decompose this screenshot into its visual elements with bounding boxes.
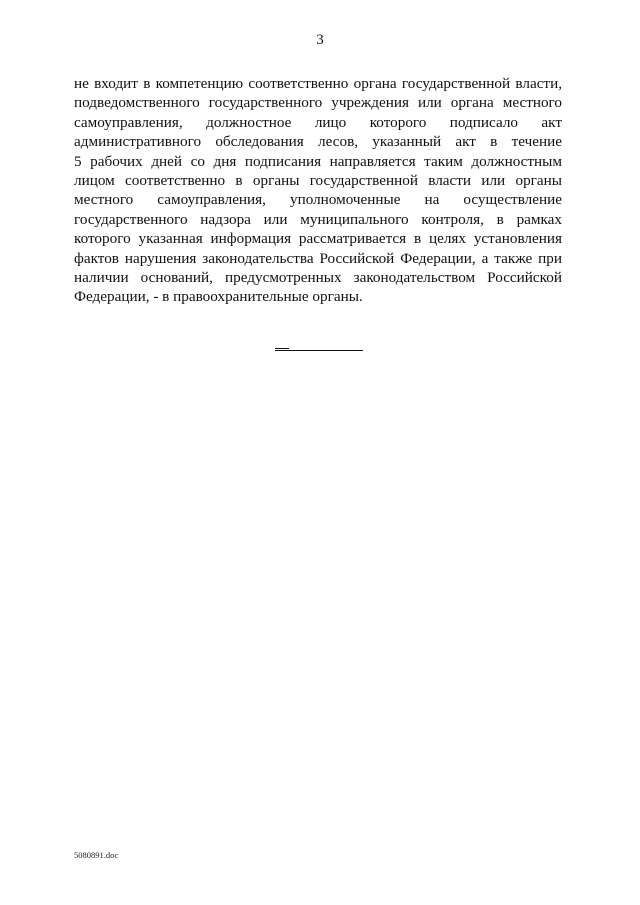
body-line: наличии оснований, предусмотренных законодательством Российской	[74, 269, 562, 287]
body-line: административного обследования лесов, указанный акт в течение	[74, 133, 562, 151]
footer-file-name: 5080891.doc	[74, 850, 119, 860]
end-separator-dash	[275, 348, 289, 349]
body-line: которого указанная информация рассматривается в целях установления	[74, 230, 562, 248]
body-line: фактов нарушения законодательства Российской Федерации, а также при	[74, 249, 562, 267]
body-line: лицом соответственно в органы государственной власти или органы	[74, 172, 562, 190]
body-line: местного самоуправления, уполномоченные на осуществление	[74, 191, 562, 209]
body-line: Федерации, - в правоохранительные органы.	[74, 288, 363, 306]
body-line: подведомственного государственного учреждения или органа местного	[74, 94, 562, 112]
body-line: самоуправления, должностное лицо которого подписало акт	[74, 113, 562, 131]
body-line: государственного надзора или муниципального контроля, в рамках	[74, 210, 562, 228]
body-paragraph	[74, 74, 562, 307]
body-line: 5 рабочих дней со дня подписания направляется таким должностным	[74, 152, 562, 170]
body-line: не входит в компетенцию соответственно органа государственной власти,	[74, 75, 562, 92]
page-number: 3	[316, 32, 324, 48]
end-separator	[275, 350, 363, 351]
